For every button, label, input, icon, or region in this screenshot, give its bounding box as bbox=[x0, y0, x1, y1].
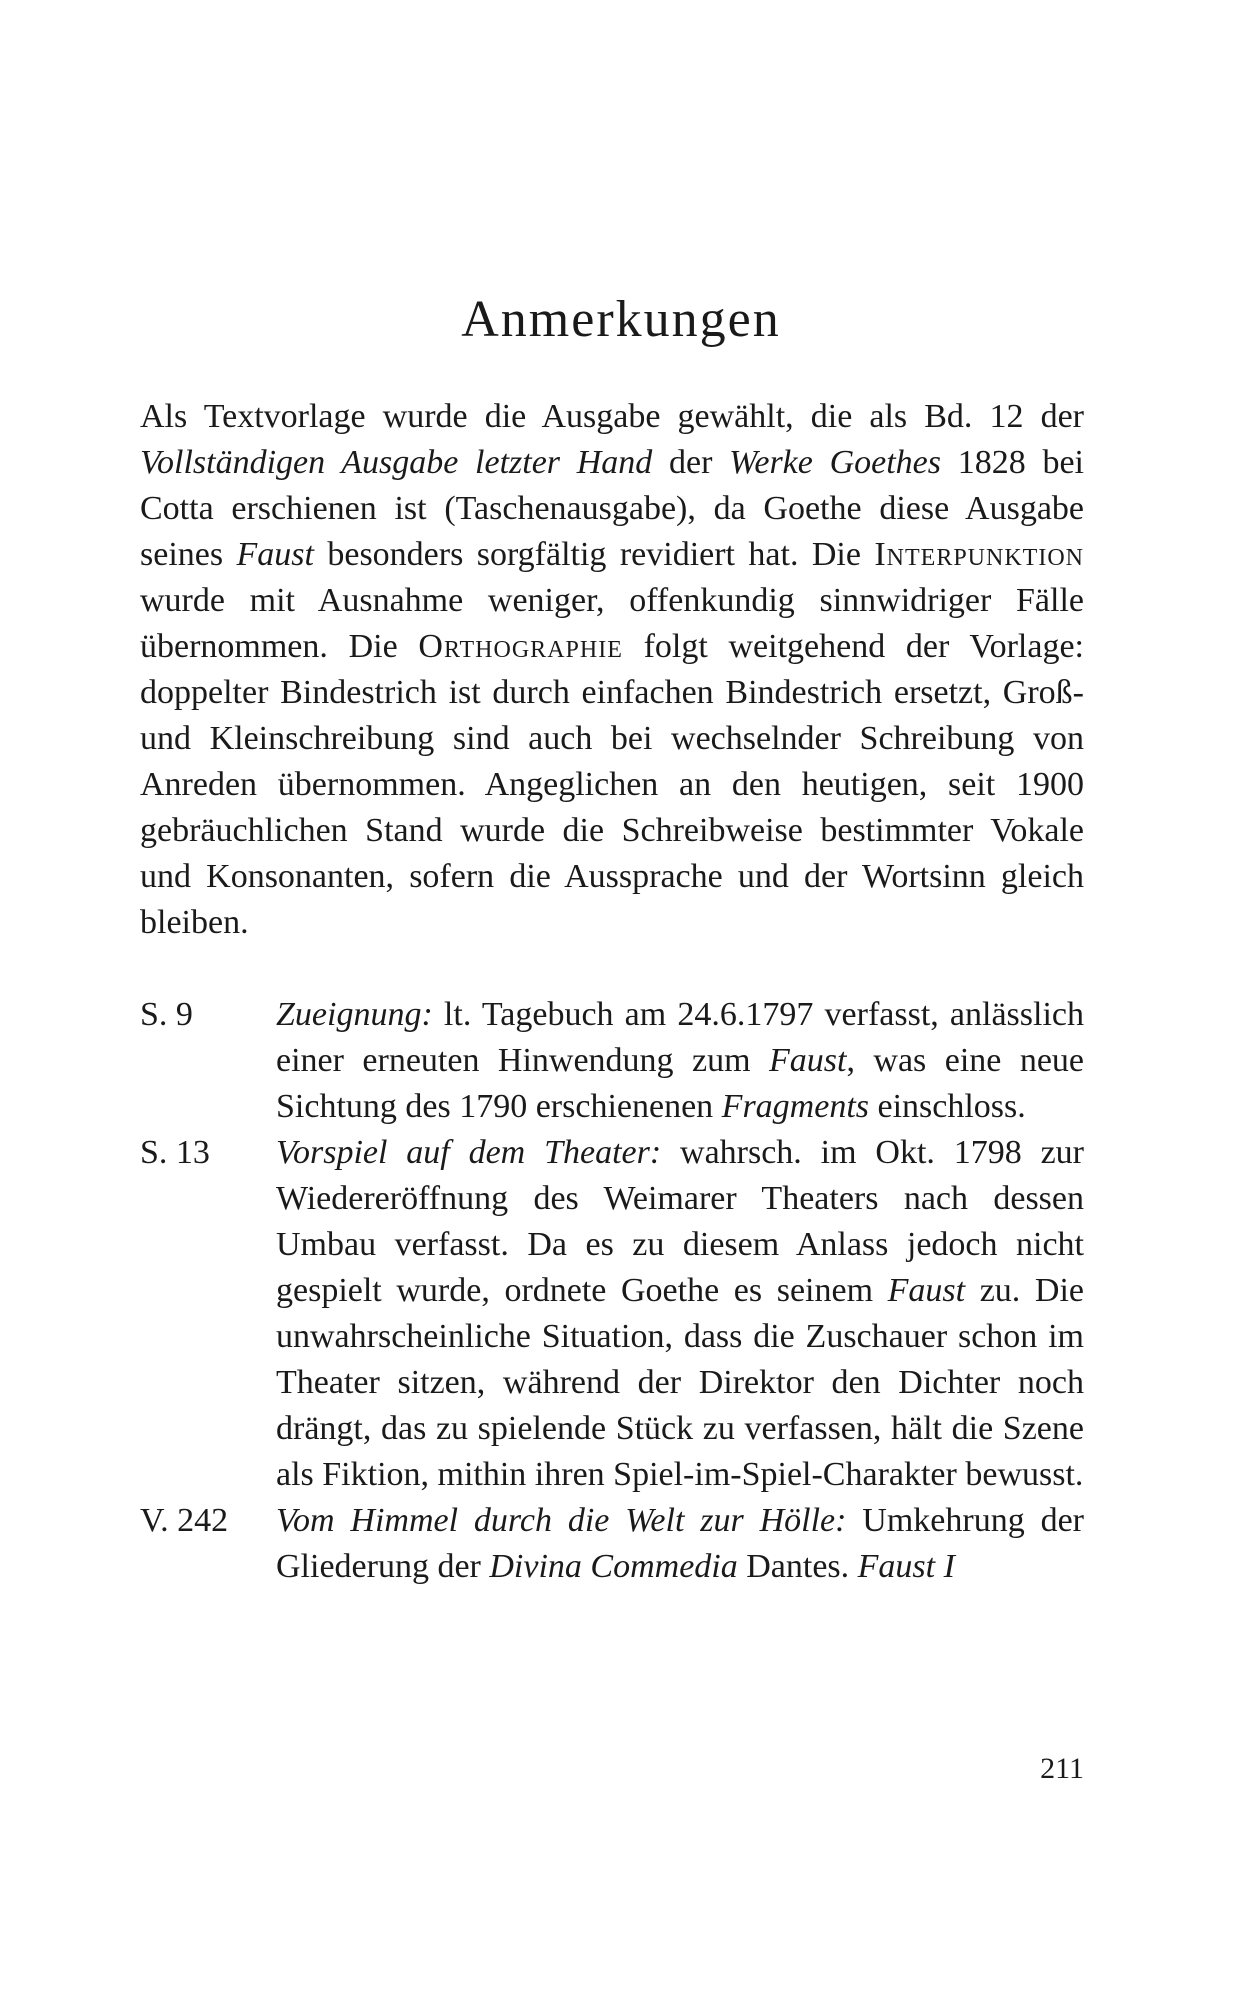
note-text: wahrsch. im Okt. 1798 zur Wiedereröffnung des Weimarer Theaters nach dessen Umbau verfasst. Da es zu diesem Anlass jedoch nicht gespielt wurde, ordnete Goethe es seinem bbox=[276, 1134, 1084, 1309]
note-text: einschloss. bbox=[869, 1088, 1026, 1125]
intro-text-4: besonders sorgfältig revidiert hat. Die bbox=[313, 536, 875, 573]
intro-smallcaps-2: Orthographie bbox=[418, 628, 623, 665]
note-text: lt. Tagebuch am 24.6.1797 verfasst, anlässlich einer erneuten Hinwendung zum bbox=[276, 996, 1084, 1079]
note-lemma: Zueignung: bbox=[276, 996, 433, 1033]
note-body bbox=[276, 1130, 1084, 1498]
intro-paragraph bbox=[140, 394, 1084, 946]
intro-italic-1: Vollständigen Ausgabe letzter Hand bbox=[140, 444, 653, 481]
note-text: zu. Die unwahrscheinliche Situation, dass die Zuschauer schon im Theater sitzen, während der Direktor den Dichter noch drängt, das zu spielende Stück zu verfassen, hält die Szene als Fiktion, mithin ihren Spiel-im-Spiel-Charakter bewusst. bbox=[276, 1272, 1084, 1493]
intro-italic-3: Faust bbox=[236, 536, 314, 573]
intro-text-2: der bbox=[652, 444, 730, 481]
intro-text-6: folgt weitgehend der Vorlage: doppelter Bindestrich ist durch einfachen Bindestrich ersetzt, Groß- und Kleinschreibung sind auch bei wechselnder Schreibung von Anreden übernommen. Angeglichen an den heutigen, seit 1900 gebräuchlichen Stand wurde die Schreibweise bestimmter Vokale und Konsonanten, sofern die Aussprache und der Wortsinn gleich bleiben. bbox=[140, 628, 1084, 941]
note-italic: Divina Commedia bbox=[489, 1548, 738, 1585]
page-title: Anmerkungen bbox=[461, 291, 781, 348]
note-text: Dantes. bbox=[737, 1548, 858, 1585]
intro-italic-2: Werke Goethes bbox=[729, 444, 941, 481]
note-body bbox=[276, 1498, 1084, 1590]
note-reference: S. 9 bbox=[140, 996, 193, 1033]
intro-text-1: Als Textvorlage wurde die Ausgabe gewählt, die als Bd. 12 der bbox=[140, 398, 1084, 435]
note-item bbox=[140, 1130, 1084, 1498]
note-italic: Faust bbox=[769, 1042, 847, 1079]
note-italic: Faust I bbox=[857, 1548, 955, 1585]
note-lemma: Vorspiel auf dem Theater: bbox=[276, 1134, 662, 1171]
note-reference: S. 13 bbox=[140, 1134, 210, 1171]
notes-list bbox=[140, 992, 1084, 1590]
note-reference: V. 242 bbox=[140, 1502, 229, 1539]
note-text: Umkehrung der Gliederung der bbox=[276, 1502, 1084, 1585]
note-italic: Faust bbox=[887, 1272, 966, 1309]
note-text: , was eine neue Sichtung des 1790 erschienenen bbox=[276, 1042, 1084, 1125]
intro-smallcaps-1: Interpunktion bbox=[874, 536, 1084, 573]
note-item bbox=[140, 992, 1084, 1130]
note-lemma: Vom Himmel durch die Welt zur Hölle: bbox=[276, 1502, 847, 1539]
intro-text-5: wurde mit Ausnahme weniger, offenkundig sinnwidriger Fälle übernommen. Die bbox=[140, 582, 1084, 665]
note-italic: Fragments bbox=[721, 1088, 869, 1125]
intro-text-3: 1828 bei Cotta erschienen ist (Taschenausgabe), da Goethe diese Ausgabe seines bbox=[140, 444, 1084, 573]
note-body bbox=[276, 992, 1084, 1130]
page-number: 211 bbox=[1040, 1752, 1084, 1785]
note-item bbox=[140, 1498, 1084, 1590]
